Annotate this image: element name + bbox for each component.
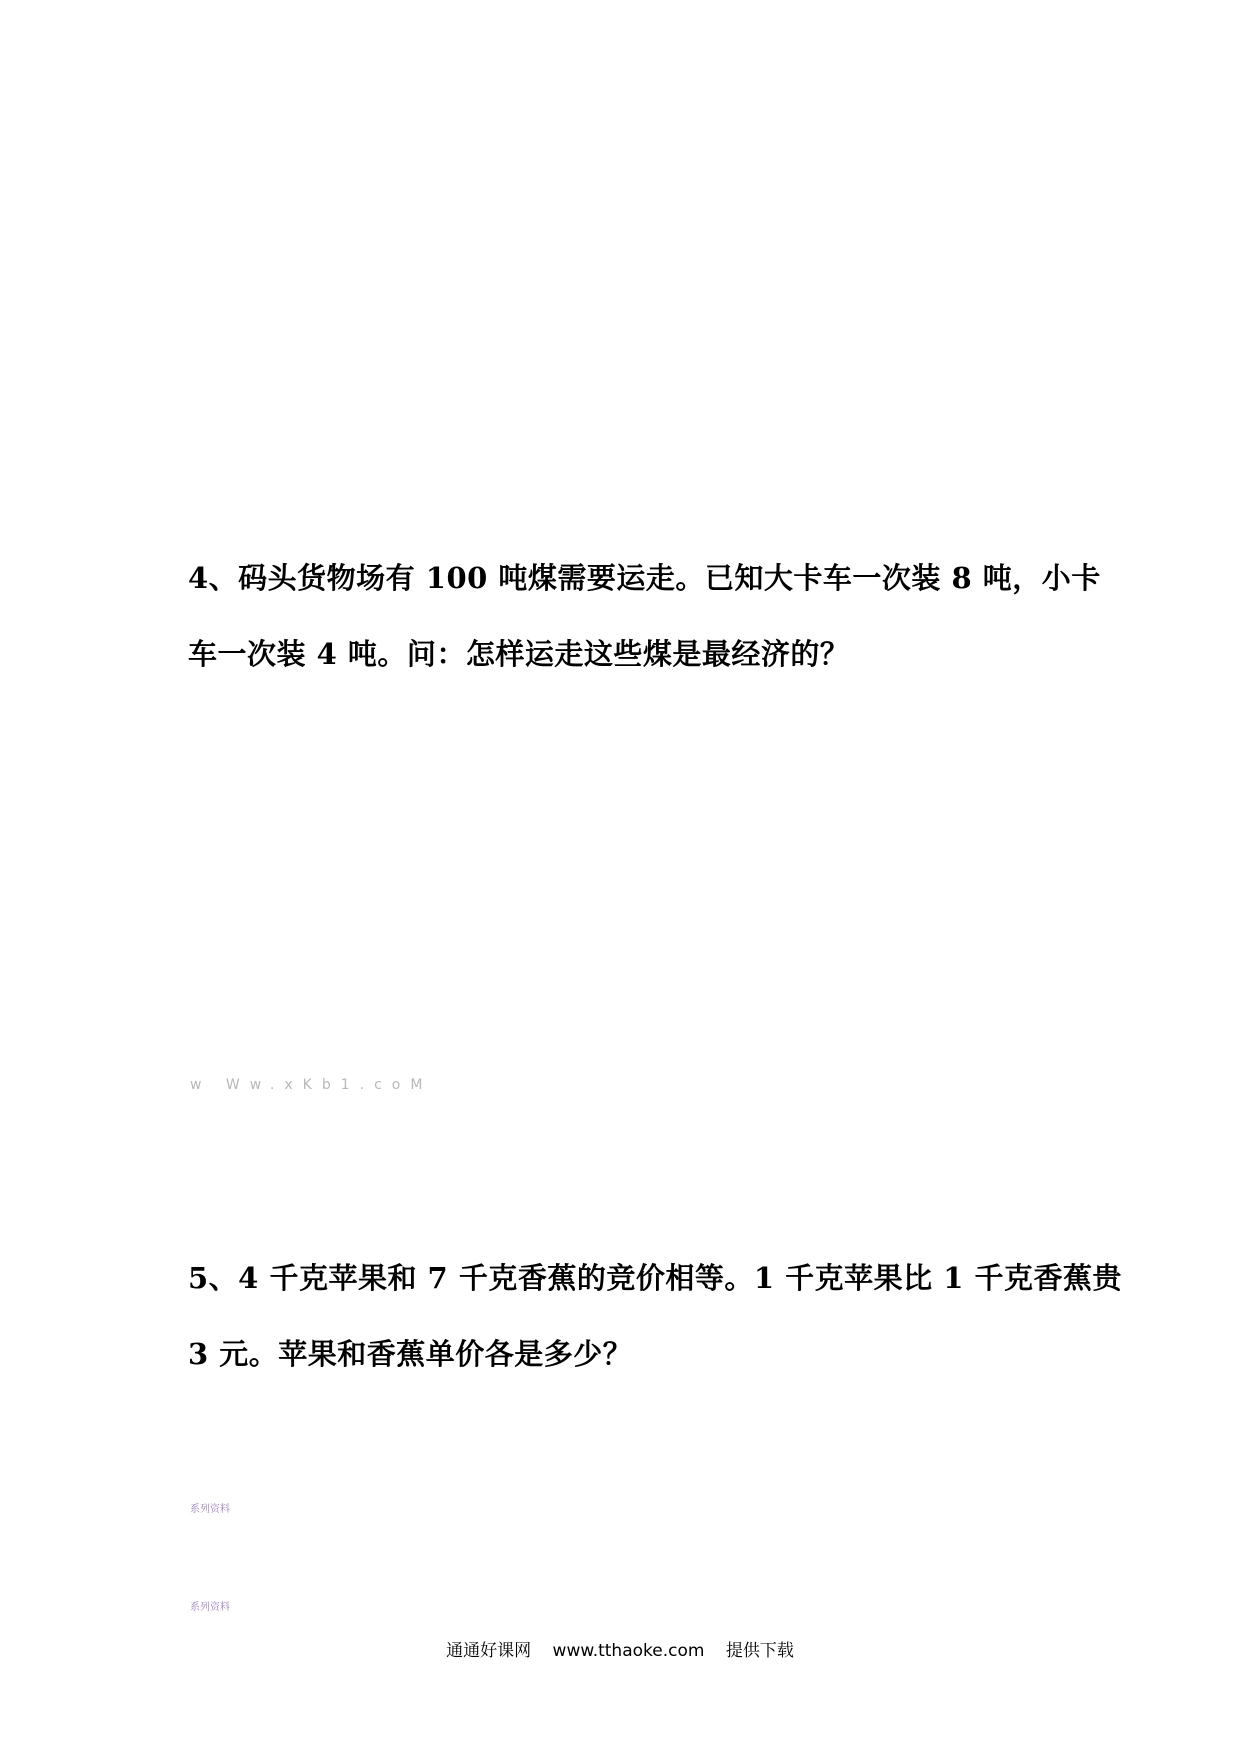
problem-4 xyxy=(188,540,1101,692)
problem-5 xyxy=(188,1240,1122,1392)
footer-site-name: 通通好课网 xyxy=(446,1641,532,1661)
watermark-text: w Ww.xKb1.coM xyxy=(190,1077,433,1093)
problem-5-line-2: 3 元。苹果和香蕉单价各是多少？ xyxy=(188,1337,633,1371)
series-tag: 系列资料 xyxy=(190,1602,230,1613)
footer-suffix: 提供下载 xyxy=(725,1641,794,1661)
problem-4-line-1: 4、码头货物场有 100 吨煤需要运走。已知大卡车一次装 8 吨，小卡 xyxy=(188,561,1101,595)
problem-4-line-2: 车一次装 4 吨。问：怎样运走这些煤是最经济的？ xyxy=(188,637,850,671)
series-tag: 系列资料 xyxy=(190,1504,230,1515)
footer-url-link[interactable]: www.tthaoke.com xyxy=(552,1641,705,1661)
problem-5-line-1: 5、4 千克苹果和 7 千克香蕉的竞价相等。1 千克苹果比 1 千克香蕉贵 xyxy=(188,1261,1122,1295)
page-footer xyxy=(0,1636,1240,1661)
